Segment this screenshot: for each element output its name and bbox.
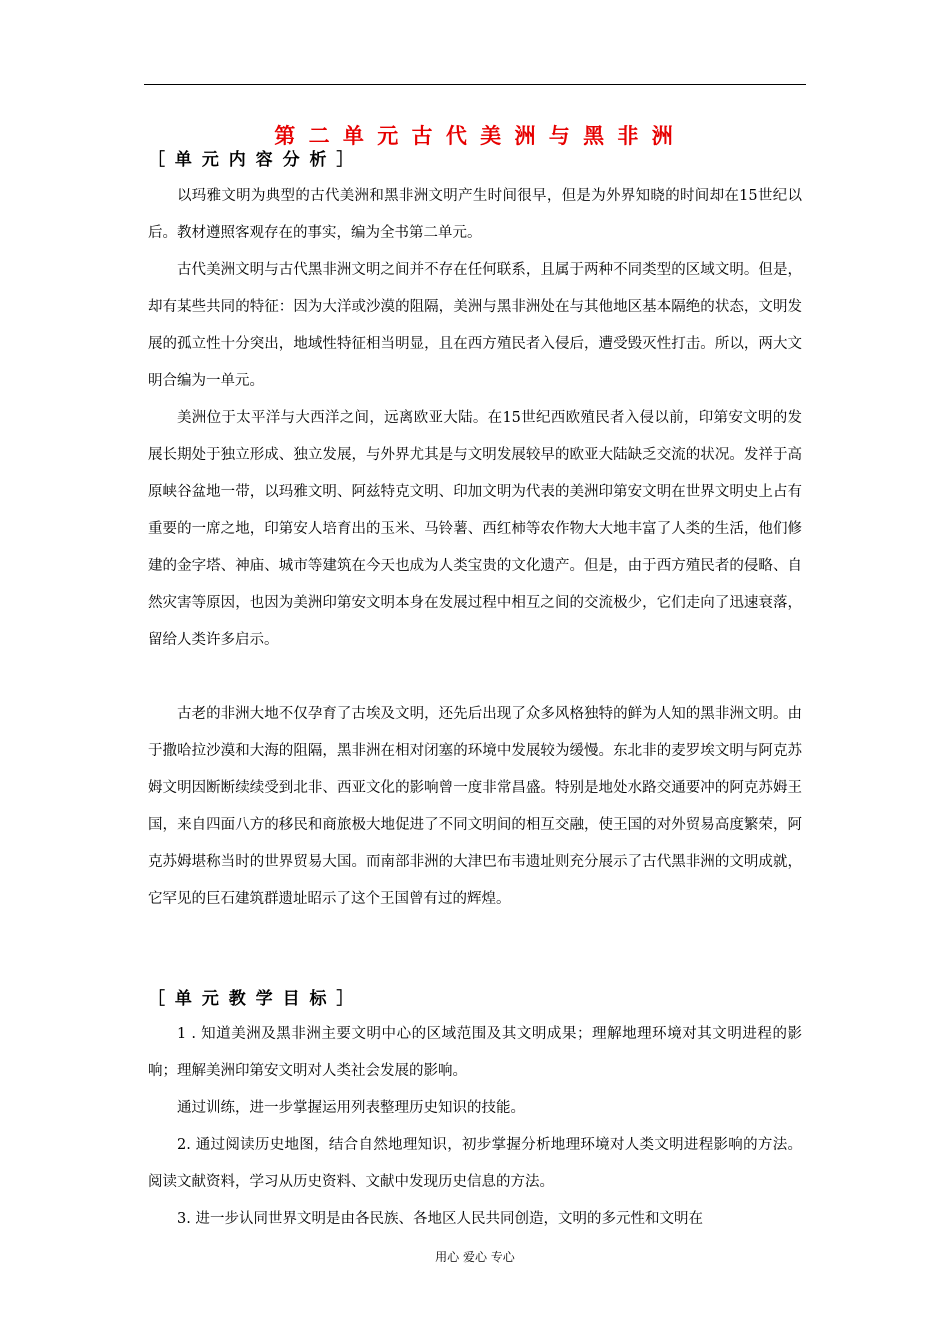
paragraph: 美洲位于太平洋与大西洋之间，远离欧亚大陆。在15世纪西欧殖民者入侵以前，印第安文明的发展长期处于独立形成、独立发展，与外界尤其是与文明发展较早的欧亚大陆缺乏交流的状况。发祥于高原峡谷盆地一带，以玛雅文明、阿兹特克文明、印加文明为代表的美洲印第安文明在世界文明史上占有重要的一席之地，印第安人培育出的玉米、马铃薯、西红柿等农作物大大地丰富了人类的生活，他们修建的金字塔、神庙、城市等建筑在今天也成为人类宝贵的文化遗产。但是，由于西方殖民者的侵略、自然灾害等原因，也因为美洲印第安文明本身在发展过程中相互之间的交流极少，它们走向了迅速衰落，留给人类许多启示。 [148, 410, 802, 648]
page-footer: 用心 爱心 专心 [435, 1250, 515, 1264]
paragraph: 3. 进一步认同世界文明是由各民族、各地区人民共同创造，文明的多元性和文明在 [177, 1211, 703, 1227]
section-heading-content-analysis: ［ 单 元 内 容 分 析 ］ [148, 150, 356, 170]
paragraph: 1 . 知道美洲及黑非洲主要文明中心的区域范围及其文明成果；理解地理环境对其文明进程的影响；理解美洲印第安文明对人类社会发展的影响。 [148, 1026, 802, 1079]
section-heading-teaching-goals: ［ 单 元 教 学 目 标 ］ [148, 989, 356, 1009]
document-title: 第 二 单 元 古 代 美 洲 与 黑 非 洲 [274, 123, 676, 148]
paragraph: 以玛雅文明为典型的古代美洲和黑非洲文明产生时间很早，但是为外界知晓的时间却在15世纪以后。教材遵照客观存在的事实，编为全书第二单元。 [148, 188, 802, 241]
header-rule [144, 84, 806, 85]
paragraph: 古代美洲文明与古代黑非洲文明之间并不存在任何联系，且属于两种不同类型的区域文明。但是，却有某些共同的特征：因为大洋或沙漠的阻隔，美洲与黑非洲处在与其他地区基本隔绝的状态，文明发展的孤立性十分突出，地域性特征相当明显，且在西方殖民者入侵后，遭受毁灭性打击。所以，两大文明合编为一单元。 [148, 262, 802, 389]
paragraph: 2. 通过阅读历史地图，结合自然地理知识，初步掌握分析地理环境对人类文明进程影响的方法。阅读文献资料，学习从历史资料、文献中发现历史信息的方法。 [148, 1137, 802, 1190]
paragraph: 古老的非洲大地不仅孕育了古埃及文明，还先后出现了众多风格独特的鲜为人知的黑非洲文明。由于撒哈拉沙漠和大海的阻隔，黑非洲在相对闭塞的环境中发展较为缓慢。东北非的麦罗埃文明与阿克苏姆文明因断断续续受到北非、西亚文化的影响曾一度非常昌盛。特别是地处水路交通要冲的阿克苏姆王国，来自四面八方的移民和商旅极大地促进了不同文明间的相互交融，使王国的对外贸易高度繁荣，阿克苏姆堪称当时的世界贸易大国。而南部非洲的大津巴布韦遗址则充分展示了古代黑非洲的文明成就，它罕见的巨石建筑群遗址昭示了这个王国曾有过的辉煌。 [148, 706, 802, 907]
paragraph: 通过训练，进一步掌握运用列表整理历史知识的技能。 [177, 1100, 525, 1116]
